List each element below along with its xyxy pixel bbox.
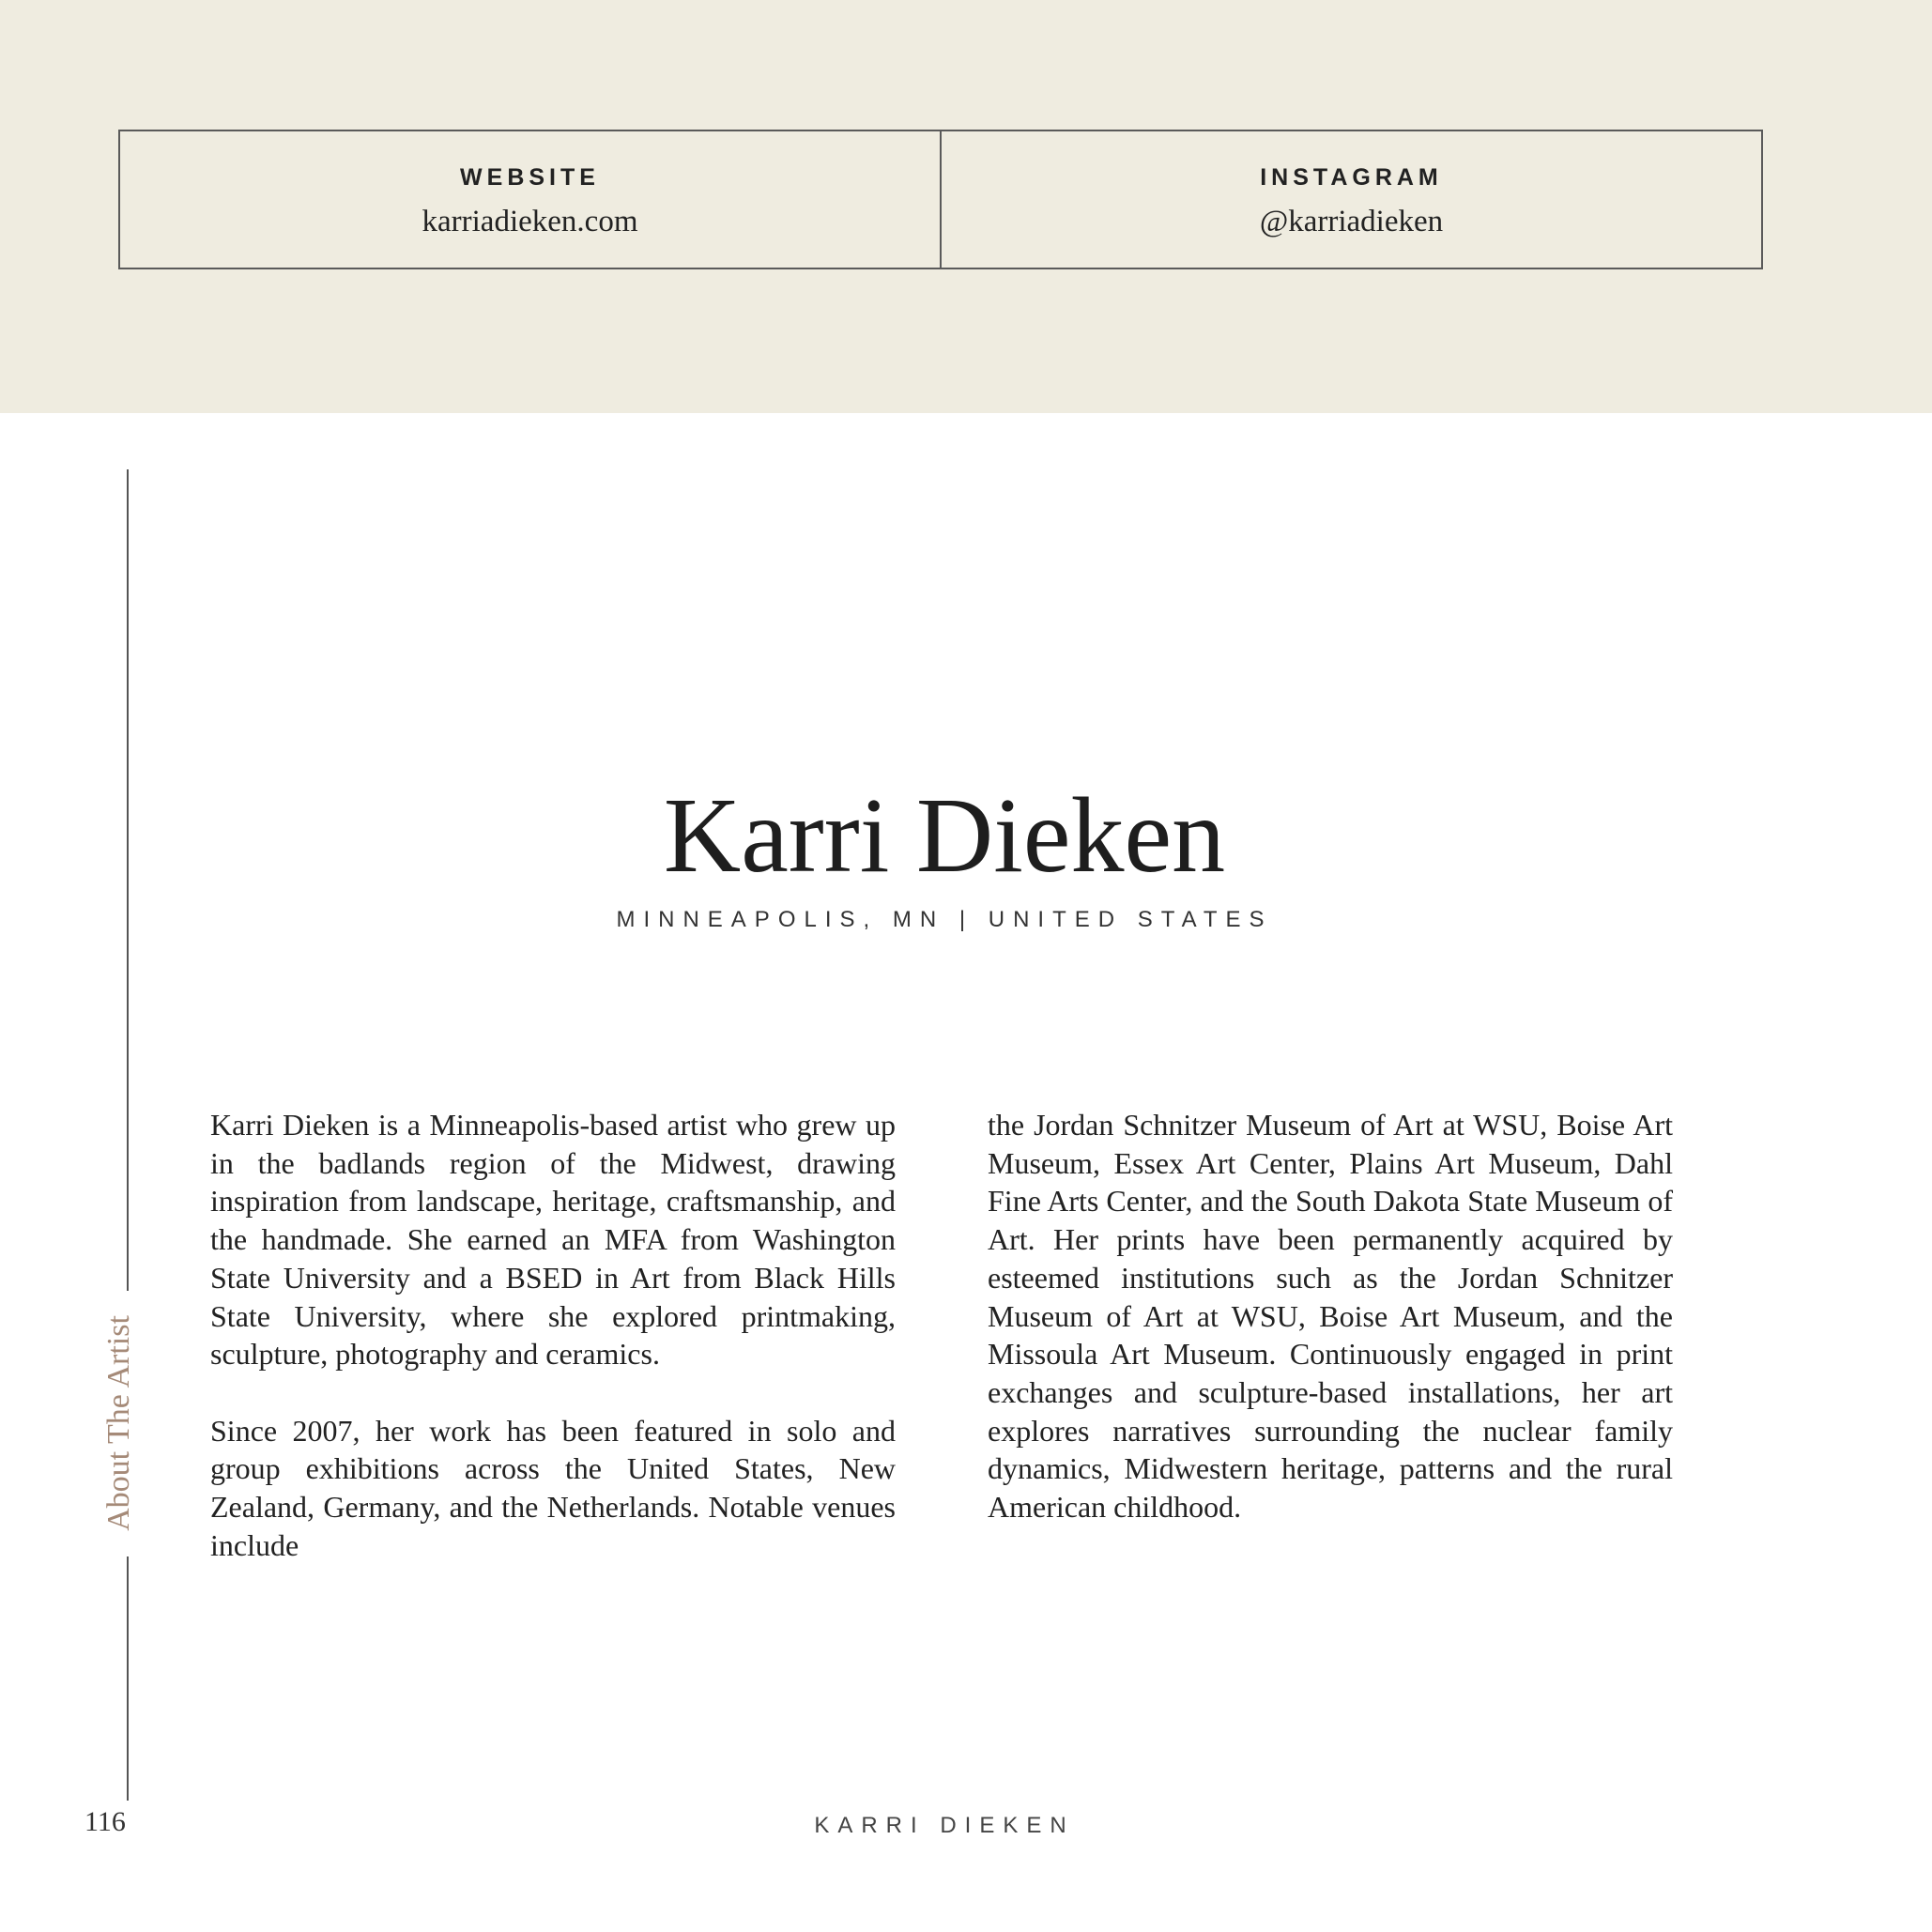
instagram-cell — [940, 131, 1761, 268]
instagram-label: INSTAGRAM — [1260, 163, 1443, 191]
page-number: 116 — [84, 1806, 126, 1837]
website-cell — [120, 131, 940, 268]
footer-artist-name: KARRI DIEKEN — [814, 1813, 1075, 1838]
side-rule-lower — [127, 1556, 129, 1801]
bio-column-right — [988, 1106, 1673, 1526]
bio-column-left — [210, 1106, 896, 1564]
instagram-handle[interactable]: @karriadieken — [1259, 204, 1444, 238]
header-band — [0, 0, 1932, 413]
bio-paragraph: the Jordan Schnitzer Museum of Art at WSU, Boise Art Museum, Essex Art Center, Plains Art Museum, Dahl Fine Arts Center, and the South Dakota State Museum of Art. Her prints have been permanently acquired by esteemed institutions such as the Jordan Schnitzer Museum of Art at WSU, Boise Art Museum, and the Missoula Art Museum. Continuously engaged in print exchanges and sculpture-based installations, her art explores narratives surrounding the nuclear family dynamics, Midwestern heritage, patterns and the rural American childhood. — [988, 1108, 1673, 1525]
section-label: About The Artist — [101, 1315, 136, 1531]
artist-name: Karri Dieken — [663, 775, 1226, 895]
website-link[interactable]: karriadieken.com — [422, 204, 638, 238]
artist-location: MINNEAPOLIS, MN | UNITED STATES — [616, 907, 1273, 932]
contact-box — [118, 130, 1763, 269]
bio-paragraph: Since 2007, her work has been featured in solo and group exhibitions across the United States, New Zealand, Germany, and the Netherlands. Notable venues include — [210, 1413, 896, 1562]
website-label: WEBSITE — [460, 163, 600, 191]
bio-paragraph: Karri Dieken is a Minneapolis-based artist who grew up in the badlands region of the Midwest, drawing inspiration from landscape, heritage, craftsmanship, and the handmade. She earned an MFA from Washington State University and a BSED in Art from Black Hills State University, where she explored printmaking, sculpture, photography and ceramics. — [210, 1108, 896, 1372]
